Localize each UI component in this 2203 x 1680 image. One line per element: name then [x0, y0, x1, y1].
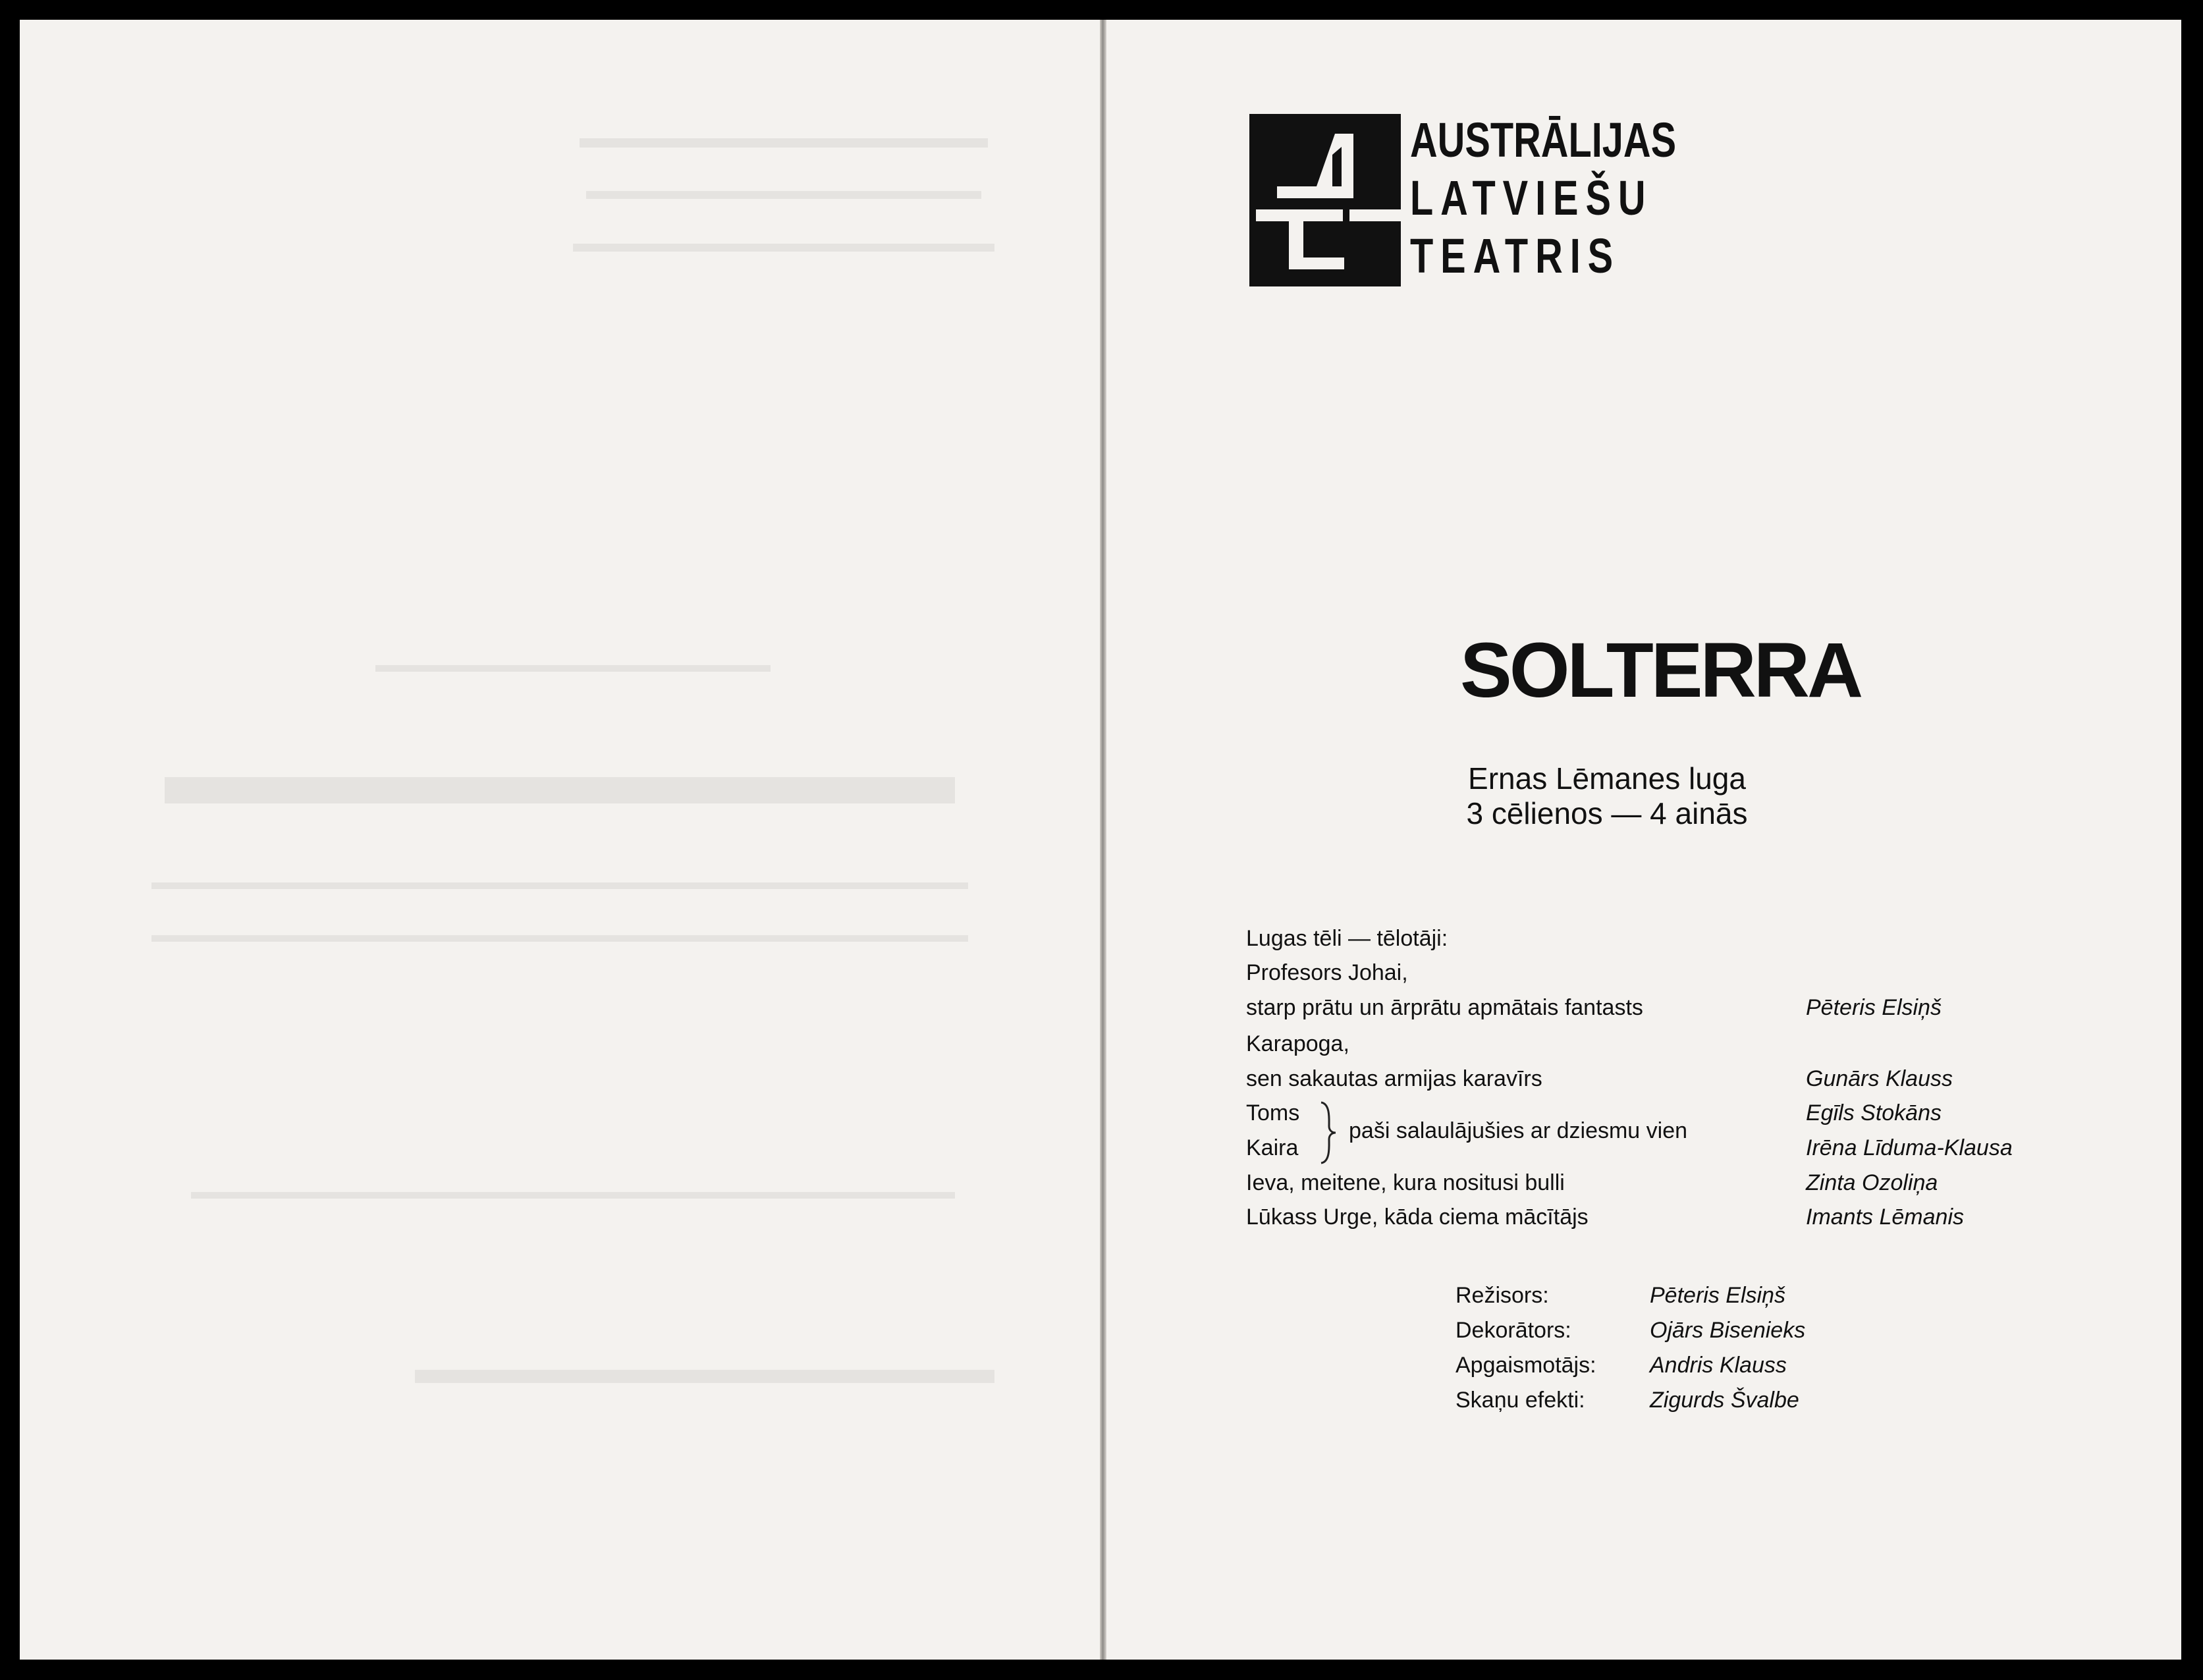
actor-name: Gunārs Klauss	[1806, 1066, 1953, 1091]
role-name: Toms	[1246, 1100, 1300, 1125]
crew-label: Režisors:	[1455, 1283, 1549, 1308]
actor-name: Egīls Stokāns	[1806, 1100, 1942, 1125]
right-page	[1106, 20, 2181, 1660]
crew-label: Apgaismotājs:	[1455, 1353, 1596, 1378]
role-description: Lūkass Urge, kāda ciema mācītājs	[1246, 1205, 1589, 1230]
play-title: SOLTERRA	[1460, 627, 1861, 714]
page-fold	[1100, 20, 1106, 1660]
actor-name: Imants Lēmanis	[1806, 1205, 1964, 1230]
logo-line-3: TEATRIS	[1410, 229, 1621, 283]
crew-label: Dekorātors:	[1455, 1318, 1571, 1343]
cast-heading: Lugas tēli — tēlotāji:	[1246, 926, 1448, 951]
crew-name: Zigurds Švalbe	[1650, 1388, 1799, 1413]
role-description: starp prātu un ārprātu apmātais fantasts	[1246, 995, 1643, 1020]
role-name: Profesors Johai,	[1246, 960, 1408, 985]
actor-name: Zinta Ozoliņa	[1806, 1170, 1938, 1195]
left-page	[20, 20, 1100, 1660]
role-description: sen sakautas armijas karavīrs	[1246, 1066, 1542, 1091]
role-description: paši salaulājušies ar dziesmu vien	[1349, 1118, 1688, 1143]
logo-line-2: LATVIEŠU	[1410, 171, 1653, 225]
crew-label: Skaņu efekti:	[1455, 1388, 1585, 1413]
logo-line-1: AUSTRĀLIJAS	[1410, 113, 1677, 167]
subtitle-acts: 3 cēlienos — 4 ainās	[1466, 796, 1748, 830]
subtitle-author: Ernas Lēmanes luga	[1468, 761, 1746, 796]
actor-name: Pēteris Elsiņš	[1806, 995, 1942, 1020]
theatre-logo	[1249, 113, 1677, 286]
crew-name: Pēteris Elsiņš	[1650, 1283, 1785, 1308]
actor-name: Irēna Līduma-Klausa	[1806, 1135, 2013, 1160]
role-name: Kaira	[1246, 1135, 1299, 1160]
role-description: Ieva, meitene, kura nositusi bulli	[1246, 1170, 1565, 1195]
crew-name: Ojārs Bisenieks	[1650, 1318, 1806, 1343]
alt-logo-icon	[1249, 114, 1401, 286]
logo-wordmark	[1410, 111, 1676, 285]
crew-name: Andris Klauss	[1650, 1353, 1787, 1378]
show-through-text	[20, 20, 1100, 1660]
role-name: Karapoga,	[1246, 1031, 1349, 1056]
brace-icon	[1319, 1100, 1338, 1166]
